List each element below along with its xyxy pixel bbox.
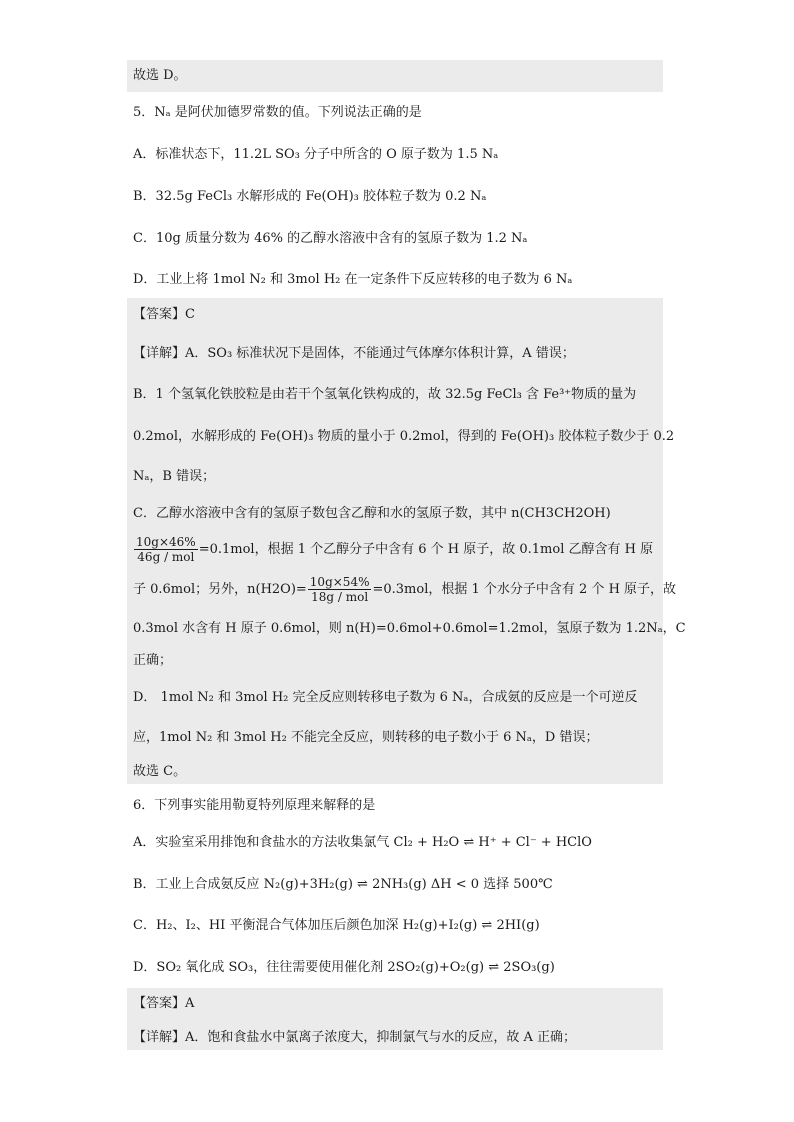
fraction-denominator: 18g / mol [311,590,369,604]
q4-conclusion: 故选 D。 [133,68,187,83]
q5-detail-d1: D． 1mol N₂ 和 3mol H₂ 完全反应则转移电子数为 6 Nₐ，合成氨的反应是一个可逆反 [133,690,638,705]
q6-option-b: B．工业上合成氨反应 N₂(g)+3H₂(g) ⇌ 2NH₃(g) ΔH < 0 选择 500℃ [133,877,553,892]
q4-tail-shade [127,60,663,92]
q5-detail-c2-row [133,533,653,567]
q5-stem: 5．Nₐ 是阿伏加德罗常数的值。下列说法正确的是 [133,105,422,120]
q5-detail-c3a: 子 0.6mol；另外，n(H2O)= [133,582,307,597]
q5-detail-b2: 0.2mol，水解形成的 Fe(OH)₃ 物质的量小于 0.2mol，得到的 Fe(OH)₃ 胶体粒子数少于 0.2 [133,429,675,444]
q6-option-a: A．实验室采用排饱和食盐水的方法收集氯气 Cl₂ + H₂O ⇌ H⁺ + Cl⁻ + HClO [133,835,592,850]
q5-option-a: A．标准状态下，11.2L SO₃ 分子中所含的 O 原子数为 1.5 Nₐ [133,147,499,162]
q5-detail-c4: 0.3mol 水含有 H 原子 0.6mol，则 n(H)=0.6mol+0.6mol=1.2mol，氢原子数为 1.2Nₐ，C [133,621,686,636]
q5-option-d: D．工业上将 1mol N₂ 和 3mol H₂ 在一定条件下反应转移的电子数为 6 Nₐ [133,272,573,287]
q5-detail-b1: B．1 个氢氧化铁胶粒是由若干个氢氧化铁构成的，故 32.5g FeCl₃ 含 Fe³⁺物质的量为 [133,387,637,402]
q5-detail-b3: Nₐ，B 错误； [133,469,216,484]
fraction-numerator: 10g×46% [136,535,196,549]
q5-option-c: C．10g 质量分数为 46% 的乙醇水溶液中含有的氢原子数为 1.2 Nₐ [133,231,528,246]
q5-detail-c3-row [133,573,676,607]
q5-detail-d2: 应，1mol N₂ 和 3mol H₂ 不能完全反应，则转移的电子数小于 6 Nₐ，D 错误； [133,730,599,745]
q5-option-b: B．32.5g FeCl₃ 水解形成的 Fe(OH)₃ 胶体粒子数为 0.2 Nₐ [133,189,487,204]
q5-detail-c5: 正确； [133,653,173,668]
fraction-denominator: 46g / mol [137,550,195,564]
q6-option-d: D．SO₂ 氧化成 SO₃，往往需要使用催化剂 2SO₂(g)+O₂(g) ⇌ 2SO₃(g) [133,960,555,975]
q5-detail-a: 【详解】A．SO₃ 标准状况下是固体，不能通过气体摩尔体积计算，A 错误； [133,346,575,361]
q5-detail-c1: C．乙醇水溶液中含有的氢原子数包含乙醇和水的氢原子数，其中 n(CH3CH2OH) [133,506,611,521]
q5-conclusion: 故选 C。 [133,764,187,779]
q5-detail-c3b: =0.3mol，根据 1 个水分子中含有 2 个 H 原子，故 [372,582,677,597]
water-fraction [308,575,372,604]
q6-detail-a: 【详解】A．饱和食盐水中氯离子浓度大，抑制氯气与水的反应，故 A 正确； [133,1030,577,1045]
q6-answer: 【答案】A [133,996,195,1011]
ethanol-fraction [134,535,198,564]
q6-stem: 6．下列事实能用勒夏特列原理来解释的是 [133,798,376,813]
q5-detail-c2: =0.1mol，根据 1 个乙醇分子中含有 6 个 H 原子，故 0.1mol 乙醇含有 H 原 [198,542,654,557]
fraction-numerator: 10g×54% [309,575,370,589]
q5-answer: 【答案】C [133,307,195,322]
q6-option-c: C．H₂、I₂、HI 平衡混合气体加压后颜色加深 H₂(g)+I₂(g) ⇌ 2HI(g) [133,918,540,933]
